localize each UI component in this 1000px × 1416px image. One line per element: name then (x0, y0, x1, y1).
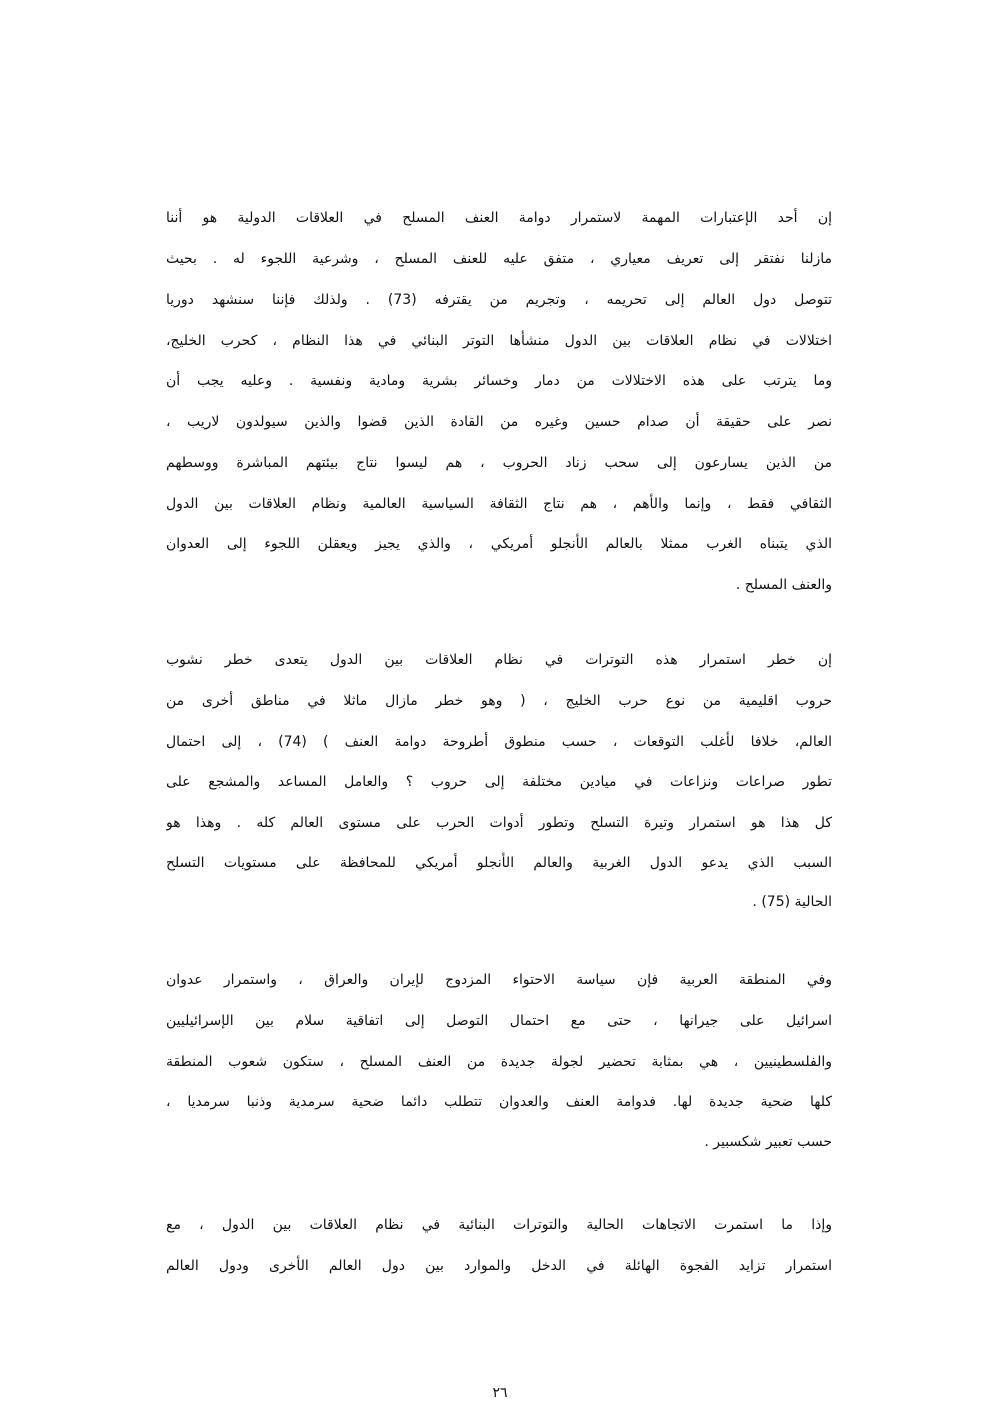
paragraph-4-line-1: وإذا ما استمرت الاتجاهات الحالية والتوترات البنائية في نظام العلاقات بين الدول ، مع (166, 1217, 832, 1233)
page-number: ٢٦ (492, 1385, 508, 1401)
paragraph-3-line-1: وفي المنطقة العربية فإن سياسة الاحتواء المزدوج لإيران والعراق ، واستمرار عدوان (166, 972, 832, 988)
paragraph-2-line-3: العالم، خلافا لأغلب التوقعات ، حسب منطوق أطروحة دوامة العنف ) (74) ، إلى احتمال (166, 734, 832, 750)
paragraph-2-line-2: حروب اقليمية من نوع حرب الخليج ، ( وهو خطر مازال ماثلا في مناطق أخرى من (166, 693, 832, 709)
paragraph-2-line-4: تطور صراعات ونزاعات في ميادين مختلفة إلى حروب ؟ والعامل المساعد والمشجع على (166, 774, 832, 790)
paragraph-3-line-4: كلها ضحية جديدة لها. فدوامة العنف والعدوان تتطلب دائما ضحية سرمدية وذنبا سرمديا ، (166, 1094, 832, 1110)
paragraph-1-line-2: مازلنا نفتقر إلى تعريف معياري ، متفق عليه للعنف المسلح ، وشرعية اللجوء له . بحيث (166, 251, 832, 267)
paragraph-3-line-3: والفلسطينيين ، هي بمثابة تحضير لجولة جديدة من العنف المسلح ، ستكون شعوب المنطقة (166, 1054, 832, 1070)
paragraph-1-line-7: من الذين يسارعون إلى سحب زناد الحروب ، هم ليسوا نتاج بيئتهم المباشرة ووسطهم (166, 455, 832, 471)
paragraph-3-line-2: اسرائيل على جيرانها ، حتى مع احتمال التوصل إلى اتفاقية سلام بين الإسرائيليين (166, 1013, 832, 1029)
paragraph-3-line-5: حسب تعبير شكسبير . (704, 1134, 832, 1150)
paragraph-1-line-3: تتوصل دول العالم إلى تحريمه ، وتجريم من يقترفه (73) . ولذلك فإننا سنشهد دوريا (166, 292, 832, 308)
paragraph-1-line-4: اختلالات في نظام العلاقات بين الدول منشأها التوتر البنائي في هذا النظام ، كحرب الخليج، (166, 333, 832, 349)
paragraph-1-line-6: نصر على حقيقة أن صدام حسين وغيره من القادة الذين قضوا والذين سيولدون لاريب ، (166, 414, 832, 430)
paragraph-2-line-5: كل هذا هو استمرار وتيرة التسلح وتطور أدوات الحرب على مستوى العالم كله . وهذا هو (166, 815, 832, 831)
paragraph-1-line-9: الذي يتبناه الغرب ممثلا بالعالم الأنجلو أمريكي ، والذي يجيز ويعقلن اللجوء إلى العدوان (166, 536, 832, 552)
paragraph-2-line-1: إن خطر استمرار هذه التوترات في نظام العلاقات بين الدول يتعدى خطر نشوب (166, 652, 832, 668)
paragraph-1-line-1: إن أحد الإعتبارات المهمة لاستمرار دوامة العنف المسلح في العلاقات الدولية هو أننا (166, 210, 832, 226)
paragraph-2-line-7: الحالية (75) . (752, 894, 832, 910)
paragraph-1-line-5: وما يترتب على هذه الاختلالات من دمار وخسائر بشرية ومادية ونفسية . وعليه يجب أن (166, 373, 832, 389)
paragraph-4-line-2: استمرار تزايد الفجوة الهائلة في الدخل والموارد بين دول العالم الأخرى ودول العالم (166, 1258, 832, 1274)
paragraph-2-line-6: السبب الذي يدعو الدول الغربية والعالم الأنجلو أمريكي للمحافظة على مستويات التسلح (166, 855, 832, 871)
paragraph-1-line-10: والعنف المسلح . (735, 577, 832, 593)
paragraph-1-line-8: الثقافي فقط ، وإنما والأهم ، هم نتاج الثقافة السياسية العالمية ونظام العلاقات بين الدول (166, 496, 832, 512)
